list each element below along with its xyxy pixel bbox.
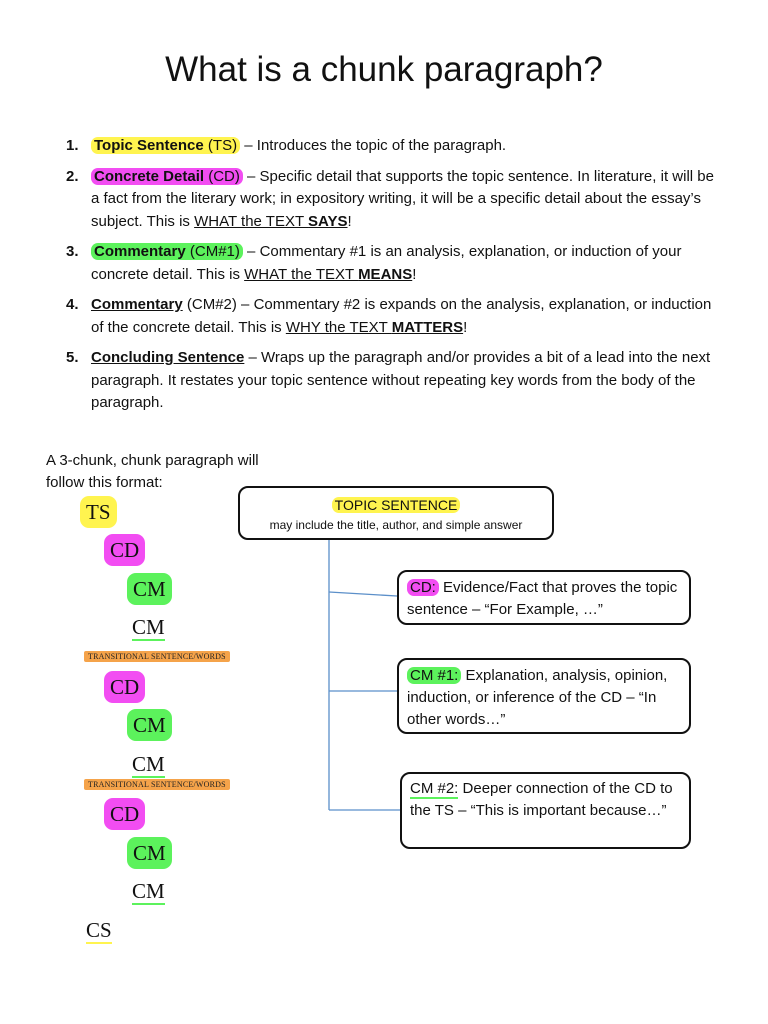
term-underlined: [91, 349, 244, 366]
term: Commentary: [94, 243, 186, 260]
cm2-box-label: CM #2:: [410, 780, 459, 797]
cm-tag-underlined: [132, 611, 165, 643]
term-highlight: [91, 137, 240, 154]
cd-tag: CD: [104, 534, 145, 566]
cm-tag: CM: [127, 709, 172, 741]
term-abbr: (CM#1): [189, 243, 240, 260]
definition-item: [66, 347, 726, 415]
cm-tag: CM: [127, 837, 172, 869]
term-abbr: (CM#2): [186, 296, 237, 313]
cs-tag: [86, 914, 112, 946]
cs-text: CS: [86, 918, 112, 942]
cm-text: CM: [132, 752, 165, 776]
cd-box: [397, 570, 691, 625]
term-highlight: [91, 243, 243, 260]
definition-item: [66, 135, 726, 158]
term: Concluding Sentence: [91, 349, 245, 366]
emphasis-plain: WHY the TEXT: [285, 318, 392, 336]
emphasis: [286, 319, 463, 336]
cm2-box: [400, 772, 691, 849]
definition-text: – Introduces the topic of the paragraph.: [240, 137, 507, 154]
term-abbr: (TS): [207, 137, 238, 154]
cm-tag-underlined: [132, 748, 165, 780]
punctuation: !: [463, 318, 468, 336]
emphasis-bold: MEANS: [358, 265, 413, 283]
cd-box-text: Evidence/Fact that proves the topic sentence – “For Example, …”: [407, 579, 678, 618]
definition-text: – Commentary #1 is an analysis, explanation, or induction of your concrete detail. This is: [91, 243, 682, 283]
term-highlight: [91, 168, 243, 185]
transitional-tag: TRANSITIONAL SENTENCE/WORDS: [84, 651, 230, 662]
topic-box-subtitle: may include the title, author, and simple answer: [269, 518, 523, 532]
cd-tag: CD: [104, 671, 145, 703]
punctuation: !: [347, 212, 352, 230]
term: Commentary: [91, 296, 183, 313]
cm1-box-label: CM #1:: [407, 667, 461, 684]
cm2-box-text: Deeper connection of the CD to the TS – “This is important because…”: [410, 780, 673, 819]
item-number: 4.: [66, 296, 79, 313]
cd-tag: CD: [104, 798, 145, 830]
transitional-tag: TRANSITIONAL SENTENCE/WORDS: [84, 779, 230, 790]
definition-text: – Wraps up the paragraph and/or provides a bit of a lead into the next paragraph. It restates your topic sentence without repeating key words from the body of the paragraph.: [91, 349, 711, 411]
cm-text: CM: [132, 879, 165, 903]
punctuation: !: [412, 265, 417, 283]
topic-box-title: TOPIC SENTENCE: [332, 497, 461, 513]
page-title: What is a chunk paragraph?: [165, 50, 603, 89]
cm1-box-text: Explanation, analysis, opinion, induction, or inference of the CD – “In other words…”: [407, 667, 668, 728]
term: Topic Sentence: [94, 137, 204, 154]
item-number: 3.: [66, 243, 79, 260]
definitions-list: [66, 135, 726, 423]
ts-tag: TS: [80, 496, 117, 528]
topic-box-title-row: [240, 494, 552, 516]
emphasis-bold: SAYS: [308, 212, 348, 230]
emphasis: [244, 266, 412, 283]
cd-connector: [329, 592, 397, 596]
cm1-box: [397, 658, 691, 734]
format-intro: A 3-chunk, chunk paragraph will follow this format:: [46, 452, 259, 491]
emphasis: [194, 213, 347, 230]
emphasis-plain: WHAT the TEXT: [194, 212, 309, 230]
cm-tag-underlined: [132, 875, 165, 907]
definition-item: [66, 166, 726, 234]
definition-item: [66, 241, 726, 286]
item-number: 2.: [66, 167, 79, 185]
item-number: 1.: [66, 137, 79, 154]
definition-text: – Specific detail that supports the topic sentence. In literature, it will be a fact from the literary work; in expository writing, it will be a specific detail about the essay’s subject. This is: [91, 167, 714, 230]
term-abbr: (CD): [208, 167, 240, 185]
definition-text: – Commentary #2 is expands on the analysis, explanation, or induction of the concrete detail. This is: [91, 296, 712, 336]
emphasis-plain: WHAT the TEXT: [244, 265, 359, 283]
term: Concrete Detail: [94, 167, 205, 185]
term-underlined: [91, 296, 183, 313]
cm-tag: CM: [127, 573, 172, 605]
topic-sentence-box: [238, 486, 554, 540]
definition-item: [66, 294, 726, 339]
cd-box-label: CD:: [407, 579, 439, 596]
item-number: 5.: [66, 349, 79, 366]
emphasis-bold: MATTERS: [391, 318, 464, 336]
cm-text: CM: [132, 615, 165, 639]
